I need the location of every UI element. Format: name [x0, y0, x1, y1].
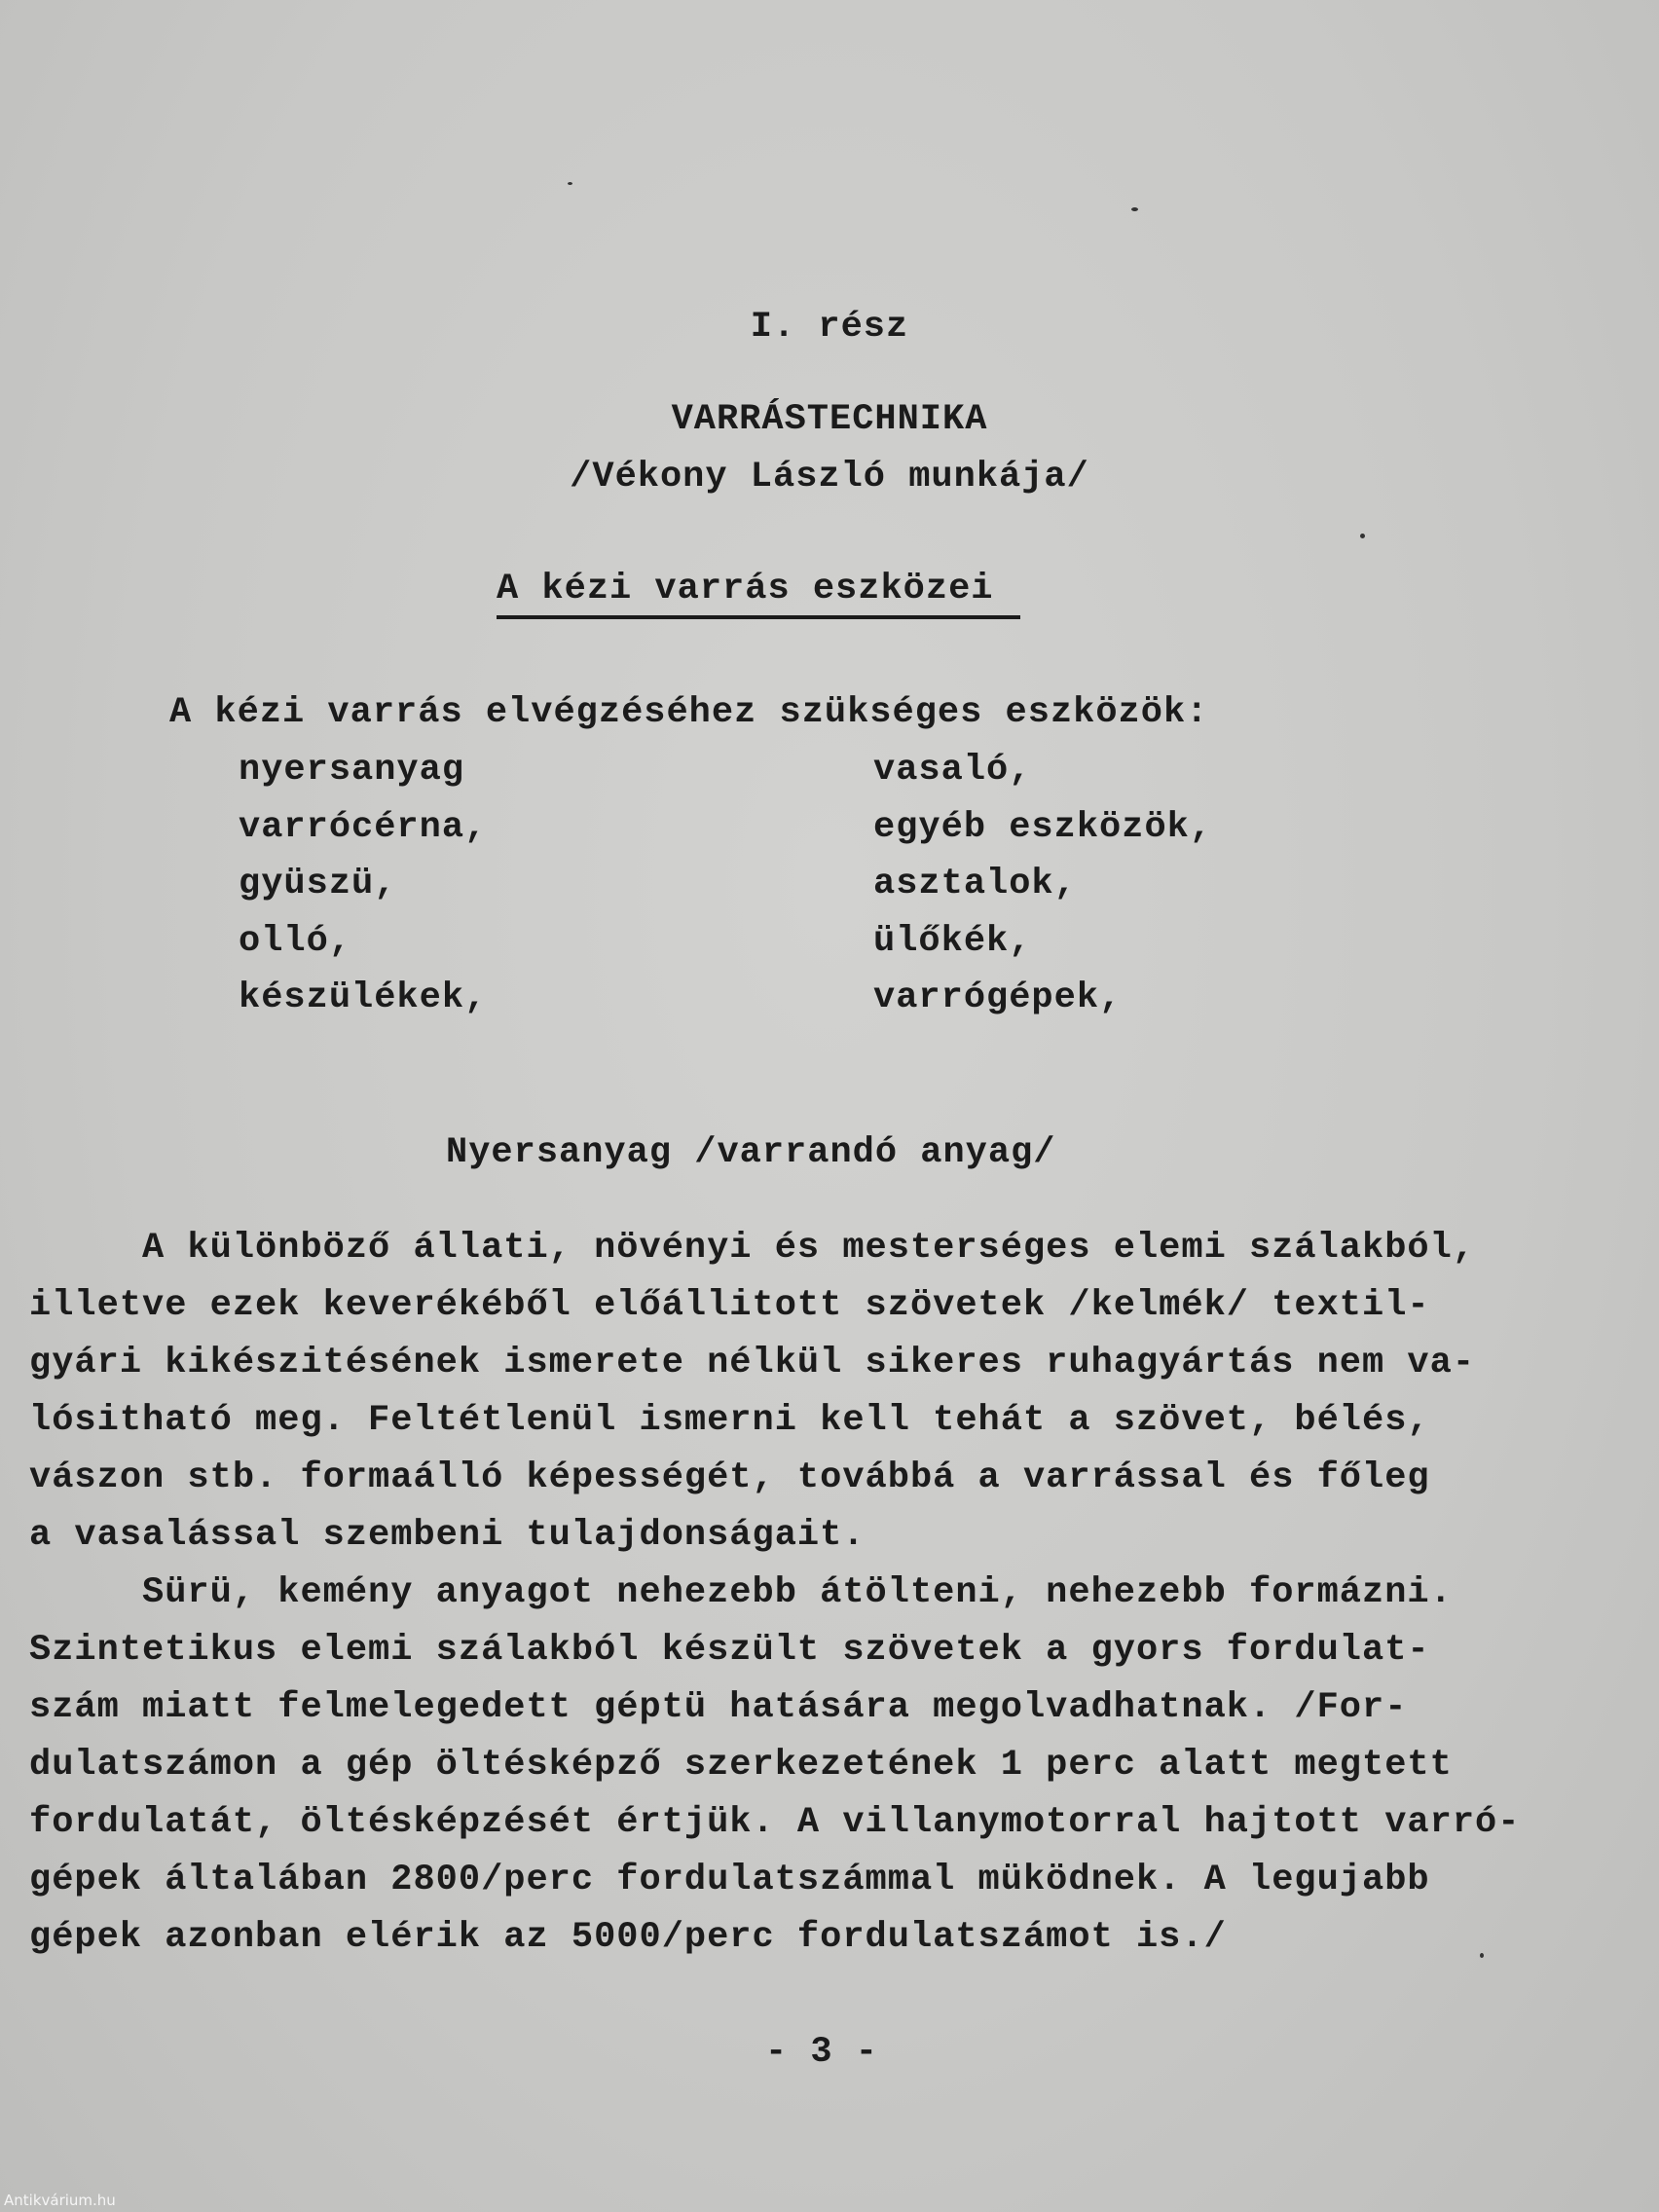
paragraph-line: gépek általában 2800/perc fordulatszámmal müködnek. A legujabb — [29, 1860, 1430, 1900]
list-item: készülékek, — [239, 977, 488, 1018]
subheading: Nyersanyag /varrandó anyag/ — [446, 1132, 1056, 1173]
paragraph-line: A különböző állati, növényi és mesterséges elemi szálakból, — [29, 1228, 1476, 1269]
list-item: vasaló, — [873, 750, 1032, 791]
tools-intro: A kézi varrás elvégzéséhez szükséges eszközök: — [169, 692, 1209, 733]
dust-speck — [1360, 534, 1365, 538]
paragraph-line: illetve ezek keverékéből előállitott szövetek /kelmék/ textil- — [29, 1285, 1430, 1326]
page-number: - 3 - — [764, 2032, 879, 2073]
list-item: egyéb eszközök, — [873, 807, 1213, 848]
site-watermark: Antikvárium.hu — [4, 2192, 116, 2209]
dust-speck — [568, 182, 572, 185]
list-item: asztalok, — [873, 864, 1077, 904]
document-title: VARRÁSTECHNIKA — [671, 399, 988, 440]
list-item: olló, — [239, 921, 352, 962]
paragraph-line: vászon stb. formaálló képességét, továbbá a varrással és főleg — [29, 1457, 1430, 1498]
dust-speck — [1480, 1953, 1484, 1958]
list-item: varrógépek, — [873, 977, 1123, 1018]
paragraph-line: fordulatát, öltésképzését értjük. A villanymotorral hajtott varró- — [29, 1802, 1521, 1843]
paragraph-line: szám miatt felmelegedett géptü hatására megolvadhatnak. /For- — [29, 1687, 1408, 1728]
list-item: gyüszü, — [239, 864, 397, 904]
list-item: varrócérna, — [239, 807, 488, 848]
list-item: nyersanyag — [239, 750, 465, 791]
paragraph-line: Sürü, kemény anyagot nehezebb átölteni, nehezebb formázni. — [29, 1572, 1453, 1613]
dust-speck — [1131, 207, 1138, 211]
part-label: I. rész — [750, 307, 909, 348]
paragraph-line: Szintetikus elemi szálakból készült szövetek a gyors fordulat- — [29, 1630, 1430, 1671]
paragraph-line: gyári kikészitésének ismerete nélkül sikeres ruhagyártás nem va- — [29, 1343, 1476, 1383]
paragraph-line: gépek azonban elérik az 5000/perc fordulatszámot is./ — [29, 1917, 1227, 1958]
list-item: ülőkék, — [873, 921, 1032, 962]
paragraph-line: a vasalással szembeni tulajdonságait. — [29, 1515, 866, 1556]
section-heading-underline — [497, 615, 1020, 619]
paragraph-line: dulatszámon a gép öltésképző szerkezetének 1 perc alatt megtett — [29, 1745, 1453, 1786]
paragraph-line: lósitható meg. Feltétlenül ismerni kell tehát a szövet, bélés, — [29, 1400, 1430, 1441]
author-note: /Vékony László munkája/ — [570, 457, 1089, 498]
section-heading: A kézi varrás eszközei — [497, 569, 994, 609]
